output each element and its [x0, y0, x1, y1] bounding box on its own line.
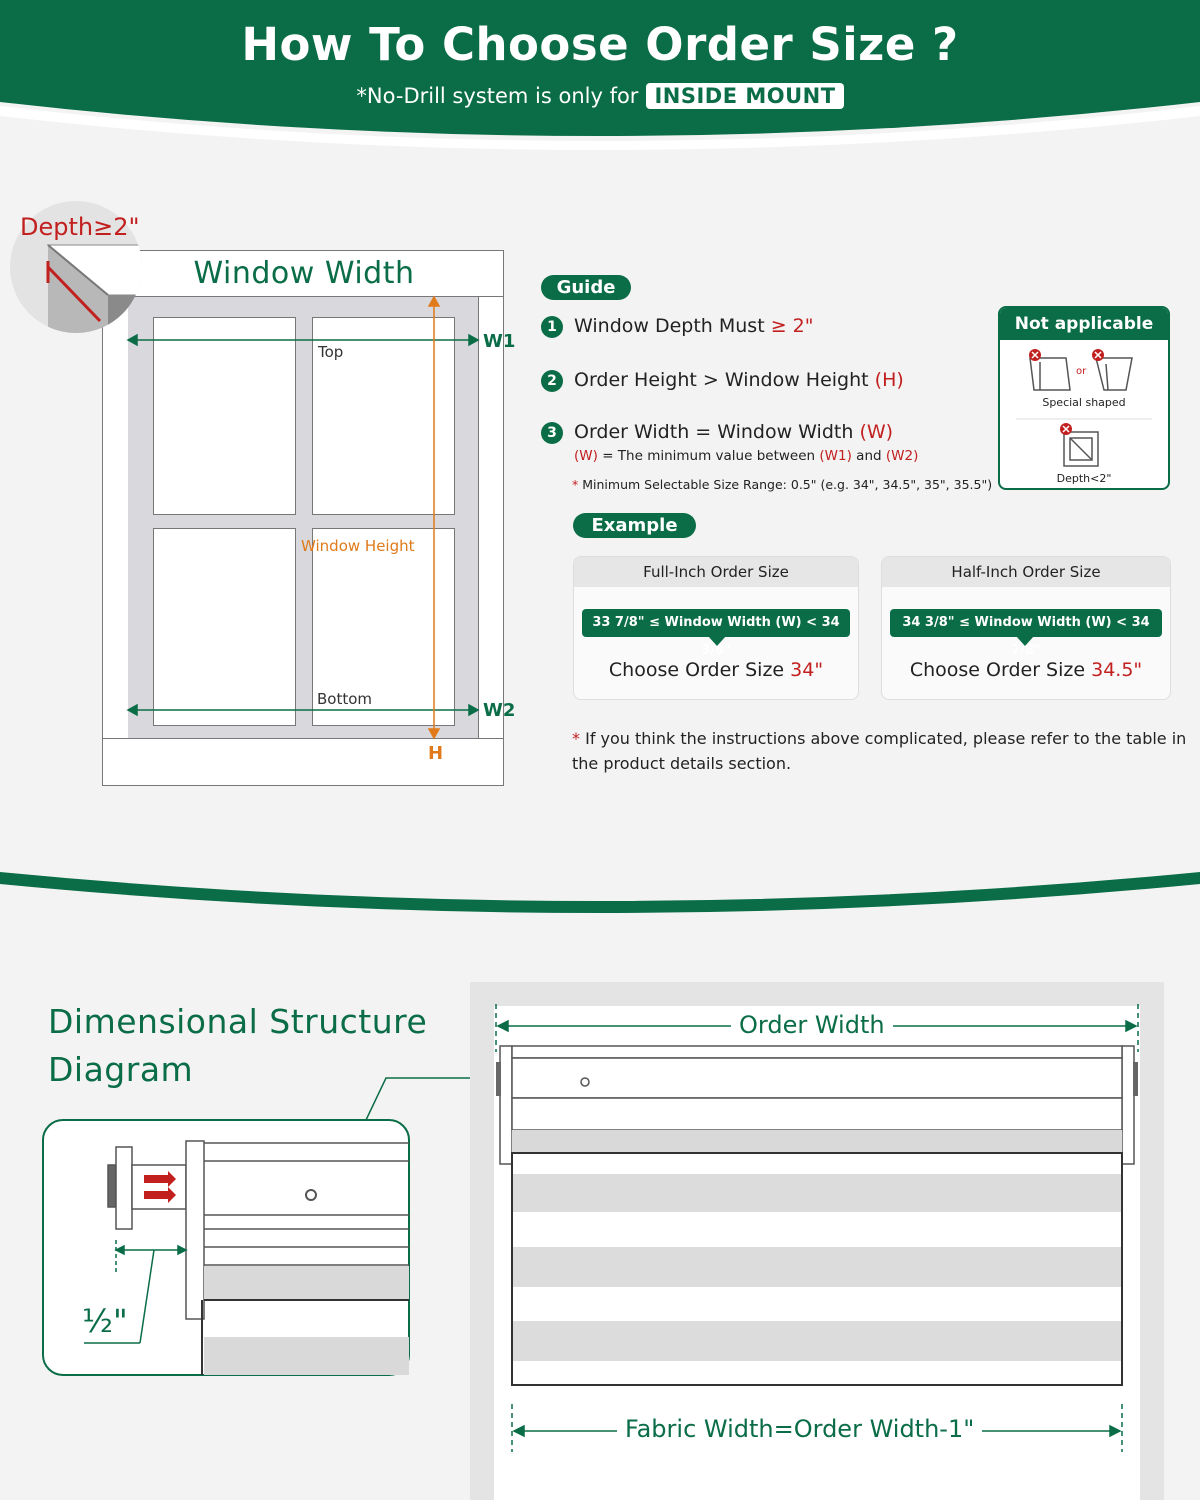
top-label: Top	[318, 343, 344, 361]
special-shaped-icons	[1000, 340, 1168, 490]
step-1-value: ≥ 2"	[770, 315, 814, 337]
note-text: = The minimum value between	[602, 448, 816, 464]
half-inch-label: ½"	[82, 1302, 128, 1340]
step-2-value: (H)	[874, 369, 904, 391]
width-definition-note	[574, 448, 918, 464]
fabric-width-label: Fabric Width=Order Width-1"	[617, 1415, 982, 1443]
step-3-number: 3	[541, 422, 563, 444]
full-inch-card	[573, 556, 859, 700]
full-inch-range: 33 7/8" ≤ Window Width (W) < 34 3/8"	[582, 609, 850, 637]
half-inch-choose-text: Choose Order Size	[909, 659, 1086, 681]
note-and: and	[856, 448, 882, 464]
guide-badge: Guide	[541, 275, 631, 300]
half-inch-size: 34.5"	[1091, 659, 1143, 681]
step-2-text	[574, 369, 904, 391]
step-3-text	[574, 421, 893, 443]
not-applicable-title: Not applicable	[1000, 308, 1168, 340]
note-range: Minimum Selectable Size Range: 0.5" (e.g. 34", 34.5", 35", 35.5")	[582, 477, 993, 492]
window-height-label: Window Height	[301, 537, 415, 555]
special-shaped-label: Special shaped	[1042, 396, 1126, 409]
full-inch-choose-text: Choose Order Size	[608, 659, 785, 681]
section-divider	[0, 860, 1200, 930]
step-3-value: (W)	[859, 421, 894, 443]
step-2-number: 2	[541, 370, 563, 392]
note-w2: (W2)	[885, 448, 919, 464]
half-inch-choose	[882, 659, 1170, 681]
example-badge: Example	[573, 513, 696, 538]
step-1-number: 1	[541, 316, 563, 338]
footnote	[572, 726, 1192, 776]
footnote-text: If you think the instructions above complicated, please refer to the table in the product details section.	[572, 729, 1187, 773]
depth-label: Depth≥2"	[20, 213, 140, 241]
page-title: How To Choose Order Size ?	[241, 18, 959, 71]
note-w1: (W1)	[819, 448, 852, 464]
size-range-note	[572, 477, 992, 492]
note-star: *	[572, 477, 579, 492]
footnote-star: *	[572, 729, 580, 748]
or-label: or	[1076, 366, 1087, 377]
not-applicable-card	[998, 306, 1170, 490]
step-3-label: Order Width = Window Width	[574, 421, 854, 443]
order-width-label: Order Width	[731, 1011, 893, 1039]
full-inch-choose	[574, 659, 858, 681]
dimensional-title-line-2: Diagram	[48, 1050, 194, 1089]
dimensional-title-line-1: Dimensional Structure	[48, 1002, 428, 1041]
half-inch-title: Half-Inch Order Size	[882, 557, 1170, 587]
bottom-label: Bottom	[317, 690, 373, 708]
full-inch-title: Full-Inch Order Size	[574, 557, 858, 587]
step-2-label: Order Height > Window Height	[574, 369, 869, 391]
full-inch-size: 34"	[790, 659, 824, 681]
step-1-label: Window Depth Must	[574, 315, 765, 337]
subtitle-text: *No-Drill system is only for	[356, 84, 639, 108]
w1-label: W1	[483, 331, 516, 352]
half-inch-card	[881, 556, 1171, 700]
inside-mount-badge: INSIDE MOUNT	[646, 83, 843, 109]
step-1-text	[574, 315, 814, 337]
note-w: (W)	[574, 448, 598, 464]
w2-label: W2	[483, 700, 516, 721]
window-width-label: Window Width	[193, 256, 415, 291]
window-measure-lines	[0, 0, 540, 800]
half-inch-range: 34 3/8" ≤ Window Width (W) < 34 7/8"	[890, 609, 1162, 637]
depth-less-label: Depth<2"	[1056, 472, 1112, 485]
h-label: H	[428, 743, 444, 764]
